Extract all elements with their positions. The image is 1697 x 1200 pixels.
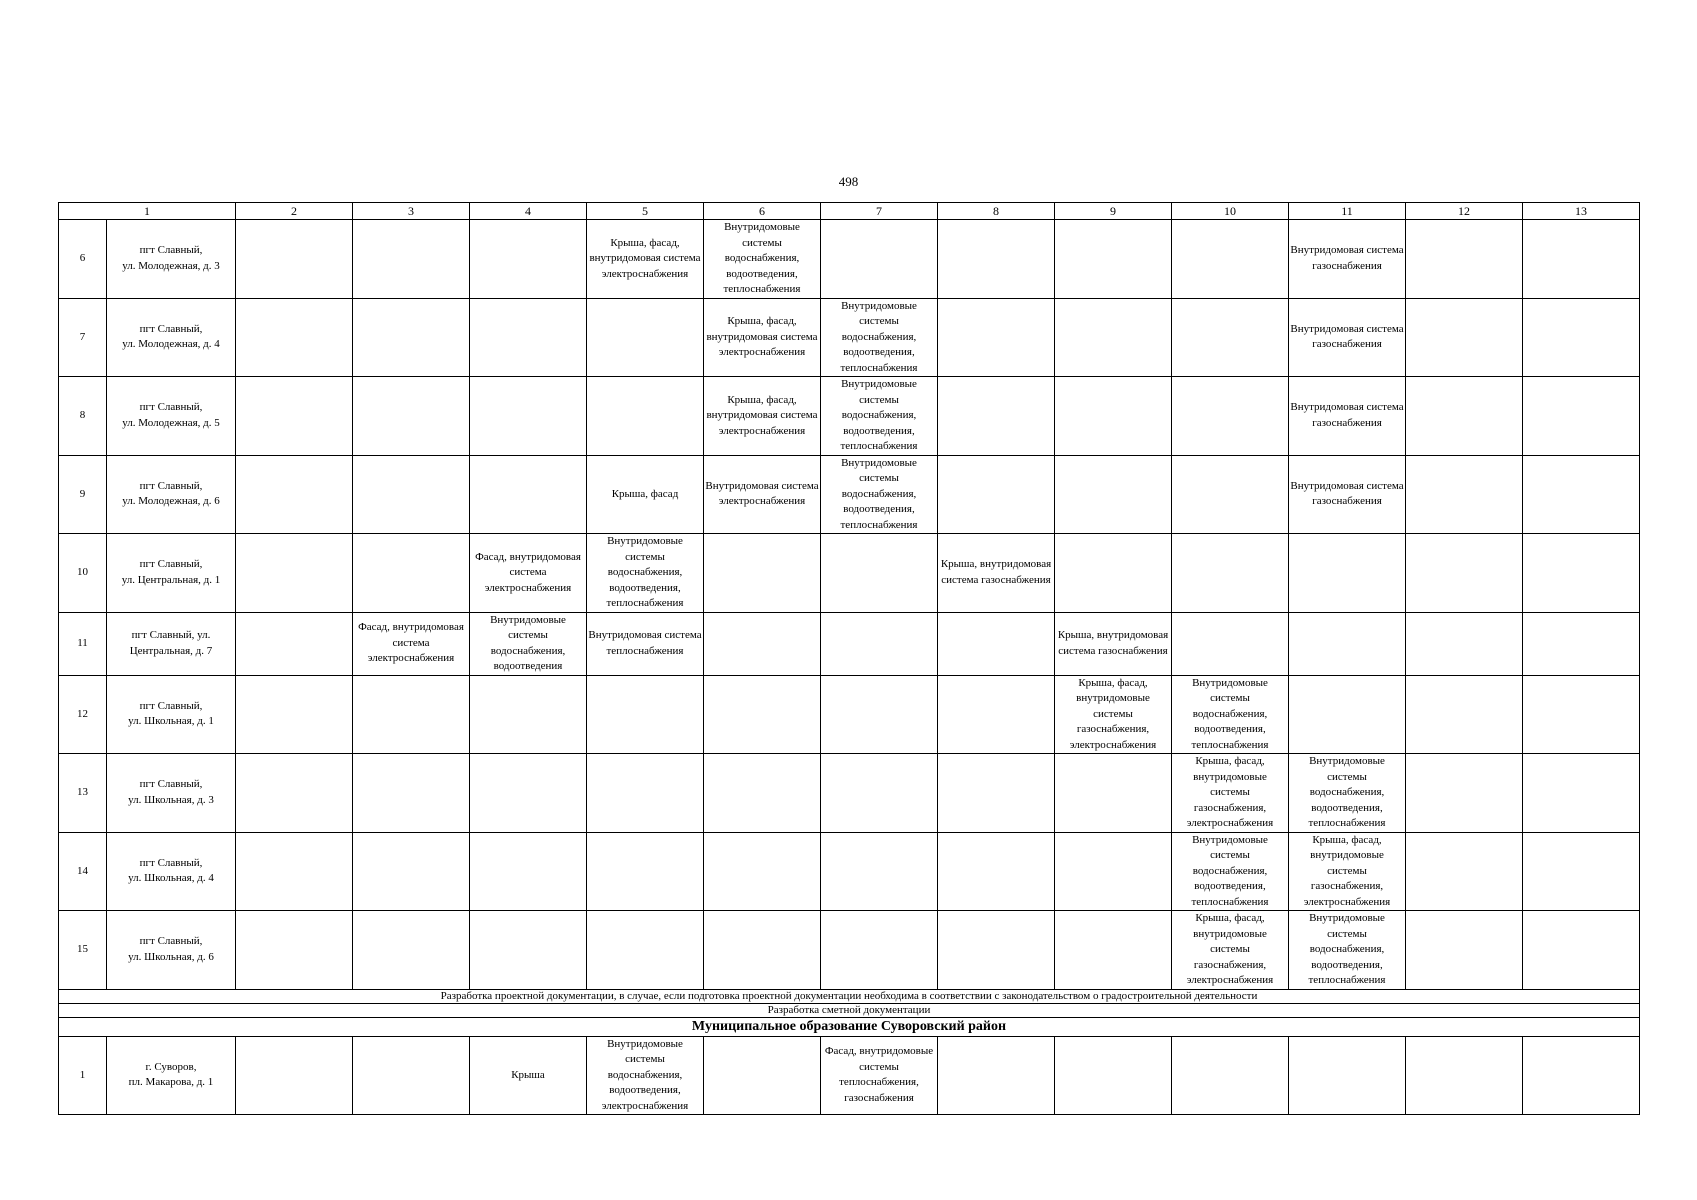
work-cell: [1406, 455, 1523, 534]
work-cell: Фасад, внутридомовая система электроснабжения: [470, 534, 587, 613]
column-header: 12: [1406, 203, 1523, 220]
row-number: 14: [59, 832, 107, 911]
work-cell: Внутридомовые системы водоснабжения, водоотведения, теплоснабжения: [821, 455, 938, 534]
row-number: 9: [59, 455, 107, 534]
work-cell: [821, 754, 938, 833]
work-cell: [1055, 220, 1172, 299]
work-cell: [353, 832, 470, 911]
address-cell: пгт Славный, ул. Школьная, д. 4: [107, 832, 236, 911]
row-number: 8: [59, 377, 107, 456]
work-cell: [587, 754, 704, 833]
estimate-docs-note-row: [59, 1003, 1640, 1017]
work-cell: [470, 377, 587, 456]
work-cell: [1172, 612, 1289, 675]
work-cell: Внутридомовые системы водоснабжения, водоотведения, теплоснабжения: [1172, 832, 1289, 911]
work-cell: [587, 298, 704, 377]
column-header: 10: [1172, 203, 1289, 220]
table-row: [59, 377, 1640, 456]
work-cell: Внутридомовые системы водоснабжения, водоотведения, теплоснабжения: [1289, 911, 1406, 990]
work-cell: [938, 1036, 1055, 1115]
work-cell: [704, 675, 821, 754]
work-cell: Крыша: [470, 1036, 587, 1115]
address-cell: пгт Славный, ул. Школьная, д. 1: [107, 675, 236, 754]
address-cell: пгт Славный, ул. Центральная, д. 7: [107, 612, 236, 675]
estimate-docs-note: Разработка сметной документации: [59, 1003, 1640, 1017]
work-cell: [704, 911, 821, 990]
address-cell: пгт Славный, ул. Школьная, д. 3: [107, 754, 236, 833]
work-cell: Внутридомовые системы водоснабжения, водоотведения, электроснабжения: [587, 1036, 704, 1115]
work-cell: [587, 675, 704, 754]
work-cell: [236, 612, 353, 675]
work-cell: [1289, 675, 1406, 754]
work-cell: [353, 1036, 470, 1115]
work-cell: [236, 298, 353, 377]
work-cell: [587, 832, 704, 911]
row-number: 12: [59, 675, 107, 754]
work-cell: [821, 832, 938, 911]
work-cell: [470, 911, 587, 990]
work-cell: [1406, 220, 1523, 299]
work-cell: [938, 754, 1055, 833]
table-row: [59, 754, 1640, 833]
row-number: 10: [59, 534, 107, 613]
work-cell: [1172, 298, 1289, 377]
work-cell: [1055, 377, 1172, 456]
work-cell: Внутридомовая система электроснабжения: [704, 455, 821, 534]
work-cell: [1523, 675, 1640, 754]
work-cell: [236, 754, 353, 833]
work-cell: [1055, 832, 1172, 911]
work-cell: [1406, 612, 1523, 675]
work-cell: [353, 220, 470, 299]
work-cell: [938, 220, 1055, 299]
row-number: 7: [59, 298, 107, 377]
work-cell: [1523, 754, 1640, 833]
work-cell: [353, 754, 470, 833]
work-cell: Крыша, фасад, внутридомовые системы газоснабжения, электроснабжения: [1172, 911, 1289, 990]
work-cell: Внутридомовые системы водоснабжения, водоотведения, теплоснабжения: [587, 534, 704, 613]
work-cell: [704, 534, 821, 613]
work-cell: [1055, 534, 1172, 613]
column-header: 4: [470, 203, 587, 220]
section-title: Муниципальное образование Суворовский район: [59, 1017, 1640, 1036]
work-cell: [470, 754, 587, 833]
work-cell: [938, 832, 1055, 911]
work-cell: [821, 911, 938, 990]
table-row: [59, 612, 1640, 675]
work-cell: Крыша, фасад, внутридомовая система электроснабжения: [704, 377, 821, 456]
work-cell: Крыша, фасад, внутридомовые системы газоснабжения, электроснабжения: [1055, 675, 1172, 754]
work-cell: [1523, 832, 1640, 911]
address-cell: пгт Славный, ул. Центральная, д. 1: [107, 534, 236, 613]
work-cell: [704, 832, 821, 911]
work-cell: [821, 220, 938, 299]
work-cell: [1523, 534, 1640, 613]
column-header: 2: [236, 203, 353, 220]
column-header: 5: [587, 203, 704, 220]
column-header: 13: [1523, 203, 1640, 220]
work-cell: [1523, 612, 1640, 675]
work-cell: Внутридомовые системы водоснабжения, водоотведения, теплоснабжения: [821, 377, 938, 456]
work-cell: Фасад, внутридомовая система электроснабжения: [353, 612, 470, 675]
work-cell: Крыша, фасад, внутридомовые системы газоснабжения, электроснабжения: [1289, 832, 1406, 911]
work-schedule-table: [58, 202, 1640, 1115]
section-title-row: [59, 1017, 1640, 1036]
work-cell: [1406, 832, 1523, 911]
work-cell: [1172, 534, 1289, 613]
work-cell: [1172, 377, 1289, 456]
address-cell: пгт Славный, ул. Молодежная, д. 3: [107, 220, 236, 299]
work-cell: [1289, 534, 1406, 613]
work-cell: [1406, 675, 1523, 754]
work-cell: Крыша, фасад, внутридомовая система электроснабжения: [587, 220, 704, 299]
table-row: [59, 1036, 1640, 1115]
work-cell: Крыша, фасад: [587, 455, 704, 534]
work-cell: [1523, 911, 1640, 990]
work-cell: [1055, 911, 1172, 990]
work-cell: [236, 455, 353, 534]
work-cell: [353, 455, 470, 534]
work-cell: Внутридомовая система газоснабжения: [1289, 377, 1406, 456]
work-cell: [1523, 1036, 1640, 1115]
work-cell: [236, 675, 353, 754]
work-cell: [353, 911, 470, 990]
address-cell: г. Суворов, пл. Макарова, д. 1: [107, 1036, 236, 1115]
work-cell: [1406, 298, 1523, 377]
work-cell: Крыша, внутридомовая система газоснабжения: [938, 534, 1055, 613]
table-row: [59, 911, 1640, 990]
work-cell: Внутридомовая система газоснабжения: [1289, 220, 1406, 299]
work-cell: [1172, 220, 1289, 299]
table-row: [59, 220, 1640, 299]
work-cell: Крыша, фасад, внутридомовая система электроснабжения: [704, 298, 821, 377]
work-cell: [938, 675, 1055, 754]
column-header: 11: [1289, 203, 1406, 220]
work-cell: [236, 220, 353, 299]
work-cell: [821, 534, 938, 613]
work-cell: Внутридомовые системы водоснабжения, водоотведения, теплоснабжения: [704, 220, 821, 299]
work-cell: [1406, 1036, 1523, 1115]
work-cell: [938, 911, 1055, 990]
work-cell: Крыша, фасад, внутридомовые системы газоснабжения, электроснабжения: [1172, 754, 1289, 833]
column-header: 3: [353, 203, 470, 220]
row-number: 15: [59, 911, 107, 990]
page-number: 498: [838, 174, 859, 189]
work-cell: Внутридомовые системы водоснабжения, водоотведения, теплоснабжения: [1172, 675, 1289, 754]
work-cell: Внутридомовая система газоснабжения: [1289, 298, 1406, 377]
work-cell: [1055, 455, 1172, 534]
project-docs-note-row: [59, 989, 1640, 1003]
address-cell: пгт Славный, ул. Молодежная, д. 6: [107, 455, 236, 534]
work-cell: [938, 612, 1055, 675]
row-number: 1: [59, 1036, 107, 1115]
work-cell: Внутридомовая система теплоснабжения: [587, 612, 704, 675]
work-cell: [821, 675, 938, 754]
work-cell: [470, 832, 587, 911]
work-cell: [938, 455, 1055, 534]
address-cell: пгт Славный, ул. Школьная, д. 6: [107, 911, 236, 990]
work-cell: [236, 1036, 353, 1115]
work-cell: [353, 298, 470, 377]
column-header: 6: [704, 203, 821, 220]
column-header-row: [59, 203, 1640, 220]
work-cell: [470, 675, 587, 754]
column-header: 8: [938, 203, 1055, 220]
table-row: [59, 298, 1640, 377]
work-cell: [1172, 455, 1289, 534]
work-cell: [1523, 298, 1640, 377]
work-cell: [704, 612, 821, 675]
work-cell: [470, 298, 587, 377]
work-cell: [470, 220, 587, 299]
work-cell: [938, 298, 1055, 377]
work-cell: [1406, 534, 1523, 613]
table-row: [59, 832, 1640, 911]
work-cell: [1289, 1036, 1406, 1115]
work-cell: [1523, 455, 1640, 534]
address-cell: пгт Славный, ул. Молодежная, д. 4: [107, 298, 236, 377]
row-number: 11: [59, 612, 107, 675]
work-cell: [353, 377, 470, 456]
work-cell: [1055, 298, 1172, 377]
column-header: 7: [821, 203, 938, 220]
work-cell: [1406, 754, 1523, 833]
work-cell: [938, 377, 1055, 456]
row-number: 6: [59, 220, 107, 299]
work-cell: [1406, 911, 1523, 990]
work-cell: Внутридомовые системы водоснабжения, водоотведения, теплоснабжения: [1289, 754, 1406, 833]
work-cell: [704, 754, 821, 833]
work-cell: [1172, 1036, 1289, 1115]
work-cell: [236, 911, 353, 990]
work-cell: [1523, 220, 1640, 299]
work-cell: Крыша, внутридомовая система газоснабжения: [1055, 612, 1172, 675]
work-cell: [1406, 377, 1523, 456]
work-cell: [236, 534, 353, 613]
work-cell: [353, 534, 470, 613]
address-cell: пгт Славный, ул. Молодежная, д. 5: [107, 377, 236, 456]
work-cell: [236, 832, 353, 911]
work-cell: [1289, 612, 1406, 675]
work-cell: [1055, 754, 1172, 833]
work-cell: [236, 377, 353, 456]
work-cell: [1523, 377, 1640, 456]
work-cell: [587, 377, 704, 456]
row-number: 13: [59, 754, 107, 833]
work-cell: Внутридомовые системы водоснабжения, водоотведения, теплоснабжения: [821, 298, 938, 377]
work-cell: Фасад, внутридомовые системы теплоснабжения, газоснабжения: [821, 1036, 938, 1115]
table-row: [59, 675, 1640, 754]
table-row: [59, 534, 1640, 613]
work-cell: [587, 911, 704, 990]
work-cell: Внутридомовые системы водоснабжения, водоотведения: [470, 612, 587, 675]
work-cell: [353, 675, 470, 754]
work-cell: [821, 612, 938, 675]
project-docs-note: Разработка проектной документации, в случае, если подготовка проектной документации необходима в соответствии с законодательством о градостроительной деятельности: [59, 989, 1640, 1003]
work-cell: [704, 1036, 821, 1115]
work-cell: [1055, 1036, 1172, 1115]
table-row: [59, 455, 1640, 534]
column-header: 1: [59, 203, 236, 220]
column-header: 9: [1055, 203, 1172, 220]
work-cell: [470, 455, 587, 534]
work-cell: Внутридомовая система газоснабжения: [1289, 455, 1406, 534]
